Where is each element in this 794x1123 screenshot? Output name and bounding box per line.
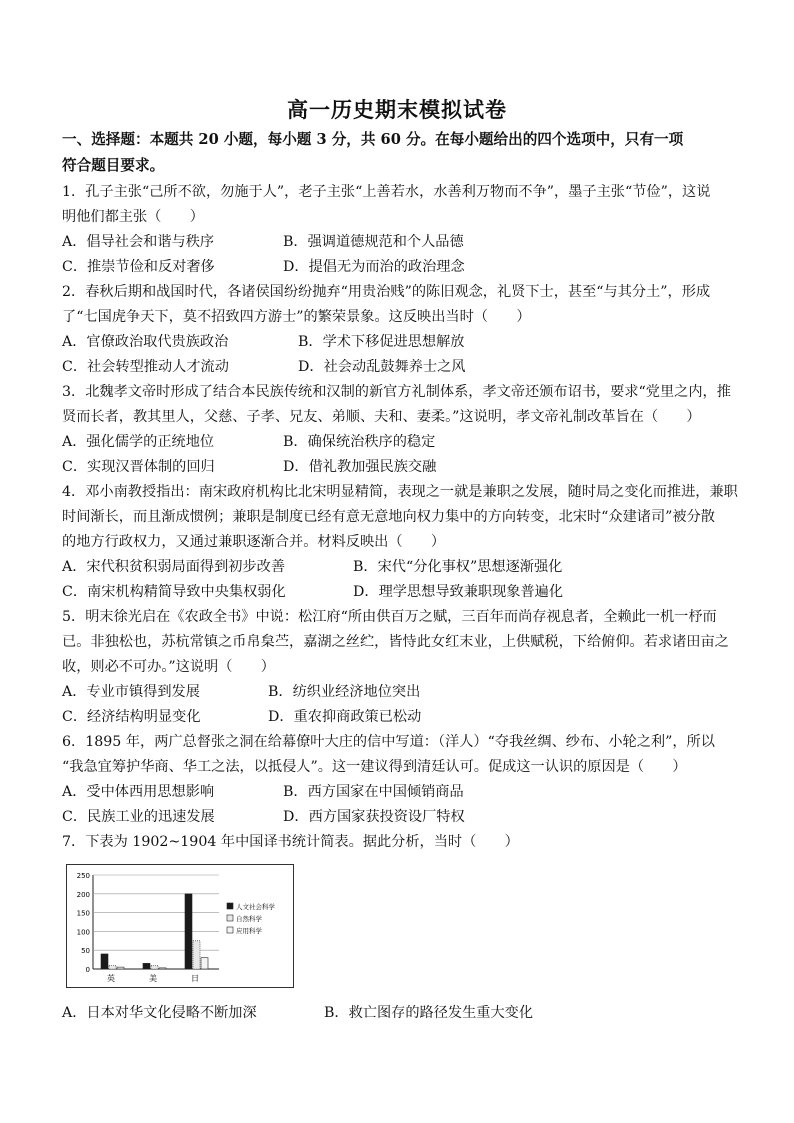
bar-2-0	[185, 894, 192, 969]
question-3-line-2: 贤而长者，教其里人，父慈、子孝、兄友、弟顺、夫和、妻柔。”这说明，孝文帝礼制改革旨在（ ）	[62, 409, 701, 425]
x-tick-label: 美	[149, 974, 157, 983]
y-tick-label: 250	[76, 872, 90, 880]
question-6-option-d[interactable]: D．西方国家获投资设厂特权	[283, 809, 465, 825]
bar-2-1	[193, 941, 200, 969]
page-title: 高一历史期末模拟试卷	[287, 97, 507, 122]
question-1-option-b[interactable]: B．强调道德规范和个人品德	[283, 234, 464, 250]
question-6-line-1: 6．1895 年，两广总督张之洞在给幕僚叶大庄的信中写道：（洋人）“夺我丝绸、纱布、小轮之利”，所以	[62, 734, 715, 750]
question-4-option-d[interactable]: D．理学思想导致兼职现象普遍化	[353, 584, 564, 600]
question-2-option-b[interactable]: B．学术下移促进思想解放	[298, 334, 465, 350]
question-7-option-b[interactable]: B．救亡图存的路径发生重大变化	[324, 1005, 534, 1021]
question-3-option-d[interactable]: D．借礼教加强民族交融	[283, 459, 437, 475]
legend-swatch	[227, 903, 233, 909]
question-3-option-b[interactable]: B．确保统治秩序的稳定	[283, 434, 436, 450]
x-tick-label: 英	[107, 974, 115, 983]
question-1-option-c[interactable]: C．推崇节俭和反对奢侈	[62, 259, 215, 275]
question-6-option-c[interactable]: C．民族工业的迅速发展	[62, 809, 215, 825]
question-6-option-b[interactable]: B．西方国家在中国倾销商品	[283, 784, 464, 800]
bar-2-2	[201, 958, 208, 969]
question-3-option-c[interactable]: C．实现汉晋体制的回归	[62, 459, 215, 475]
question-5-line-2: 已。非独松也，苏杭常镇之币帛枲苎，嘉湖之丝纻，皆恃此女红末业，上供赋税，下给俯仰。若求诸田亩之	[62, 634, 729, 650]
question-1-option-d[interactable]: D．提倡无为而治的政治理念	[283, 259, 465, 275]
question-5-option-c[interactable]: C．经济结构明显变化	[62, 709, 201, 725]
question-1-option-a[interactable]: A．倡导社会和谐与秩序	[62, 234, 215, 250]
y-tick-label: 150	[76, 909, 90, 918]
question-2-option-d[interactable]: D．社会动乱鼓舞养士之风	[298, 359, 466, 375]
question-4-line-3: 的地方行政权力，又通过兼职逐渐合并。材料反映出（ ）	[62, 534, 446, 550]
question-4-line-1: 4．邓小南教授指出：南宋政府机构比北宋明显精简，表现之一就是兼职之发展，随时局之变化而推进，兼职	[62, 484, 738, 500]
question-5-line-1: 5．明末徐光启在《农政全书》中说：松江府“所由供百万之赋，三百年而尚存视息者，全赖此一机一杼而	[62, 609, 717, 625]
question-1-line-2: 明他们都主张（ ）	[62, 209, 204, 225]
legend-swatch	[227, 915, 233, 921]
question-4-option-b[interactable]: B．宋代“分化事权”思想逐渐强化	[353, 559, 563, 575]
question-7-option-a[interactable]: A．日本对华文化侵略不断加深	[62, 1005, 257, 1021]
y-tick-label: 200	[76, 890, 90, 899]
question-5-line-3: 收，则必不可办。”这说明（ ）	[62, 659, 275, 675]
bar-1-0	[143, 963, 150, 969]
section-instruction-line-1: 一、选择题：本题共 20 小题，每小题 3 分，共 60 分。在每小题给出的四个选项中，只有一项	[62, 131, 684, 148]
legend-label: 应用科学	[236, 927, 262, 935]
question-2-option-a[interactable]: A．官僚政治取代贵族政治	[62, 334, 229, 350]
question-6-option-a[interactable]: A．受中体西用思想影响	[62, 784, 215, 800]
question-2-line-1: 2．春秋后期和战国时代，各诸侯国纷纷抛弃“用贵治贱”的陈旧观念，礼贤下士，甚至“与其分土”，形成	[62, 284, 711, 300]
translation-statistics-chart	[66, 864, 294, 988]
question-4-option-a[interactable]: A．宋代积贫积弱局面得到初步改善	[62, 559, 286, 575]
bar-0-2	[117, 967, 124, 969]
question-5-option-a[interactable]: A．专业市镇得到发展	[62, 684, 200, 700]
x-tick-label: 日	[191, 974, 199, 983]
legend-label: 自然科学	[236, 915, 262, 923]
question-3-option-a[interactable]: A．强化儒学的正统地位	[62, 434, 215, 450]
question-4-option-c[interactable]: C．南宋机构精简导致中央集权弱化	[62, 584, 286, 600]
question-2-line-2: 了“七国虎争天下，莫不招致四方游士”的繁荣景象。这反映出当时（ ）	[62, 309, 531, 325]
question-2-option-c[interactable]: C．社会转型推动人才流动	[62, 359, 229, 375]
bar-1-1	[151, 965, 158, 969]
chart-svg	[67, 865, 293, 987]
legend-label: 人文社会科学	[236, 903, 275, 911]
section-instruction-line-2: 符合题目要求。	[62, 157, 165, 174]
y-tick-label: 0	[85, 966, 90, 974]
legend-swatch	[227, 927, 233, 933]
bar-1-2	[159, 968, 166, 969]
question-3-line-1: 3．北魏孝文帝时形成了结合本民族传统和汉制的新官方礼制体系，孝文帝还颁布诏书，要求“党里之内，推	[62, 384, 731, 400]
question-1-line-1: 1．孔子主张“己所不欲，勿施于人”，老子主张“上善若水，水善利万物而不争”，墨子主张“节俭”，这说	[62, 184, 711, 200]
question-5-option-b[interactable]: B．纺织业经济地位突出	[268, 684, 421, 700]
bar-0-1	[109, 965, 116, 969]
question-7-line-1: 7．下表为 1902~1904 年中国译书统计简表。据此分析，当时（ ）	[62, 834, 519, 850]
bar-0-0	[101, 954, 108, 969]
y-tick-label: 50	[81, 947, 90, 956]
question-5-option-d[interactable]: D．重农抑商政策已松动	[268, 709, 422, 725]
question-6-line-2: “我急宜筹护华商、华工之法，以抵侵人”。这一建议得到清廷认可。促成这一认识的原因是（ ）	[62, 759, 687, 775]
question-4-line-2: 时间渐长，而且渐成惯例；兼职是制度已经有意无意地向权力集中的方向转变，北宋时“众建诸司”被分散	[62, 509, 715, 525]
y-tick-label: 100	[76, 928, 90, 937]
